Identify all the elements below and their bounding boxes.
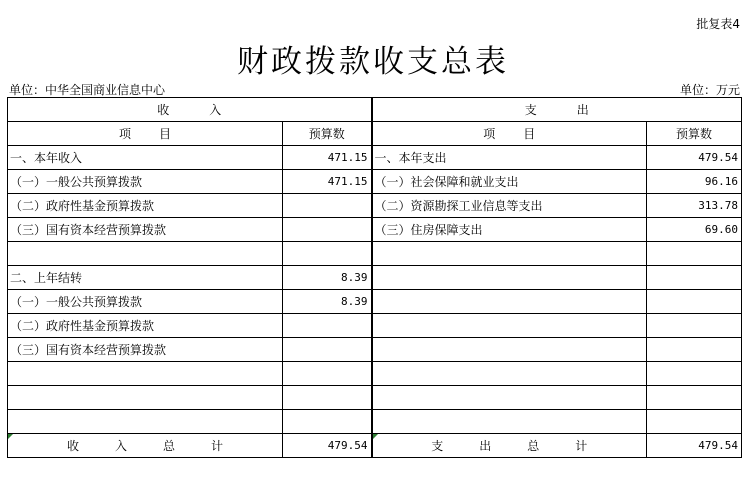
expense-value: 96.16 (647, 170, 742, 194)
income-budget-header: 预算数 (283, 122, 372, 146)
income-item: （一）一般公共预算拨款 (8, 170, 283, 194)
income-value (283, 410, 372, 434)
expense-value (647, 386, 742, 410)
table-row (8, 266, 742, 290)
expense-item (372, 266, 647, 290)
expense-section-header: 支出 (372, 98, 742, 122)
income-item: （二）政府性基金预算拨款 (8, 314, 283, 338)
expense-item (372, 242, 647, 266)
table-row (8, 218, 742, 242)
table-row (8, 146, 742, 170)
income-total-label: 收入总计 (8, 434, 283, 458)
batch-label: 批复表4 (696, 17, 740, 31)
expense-item (372, 290, 647, 314)
expense-value (647, 242, 742, 266)
table-row (8, 386, 742, 410)
table-row (8, 314, 742, 338)
expense-value: 69.60 (647, 218, 742, 242)
expense-value: 313.78 (647, 194, 742, 218)
expense-item: （二）资源勘探工业信息等支出 (372, 194, 647, 218)
income-item: （一）一般公共预算拨款 (8, 290, 283, 314)
table-row (8, 290, 742, 314)
expense-value (647, 362, 742, 386)
income-value: 471.15 (283, 146, 372, 170)
income-item (8, 410, 283, 434)
income-section-header: 收入 (8, 98, 372, 122)
income-item (8, 362, 283, 386)
income-total-value: 479.54 (283, 434, 372, 458)
expense-item (372, 362, 647, 386)
table-row (8, 362, 742, 386)
unit-currency: 单位：万元 (679, 83, 740, 97)
income-value (283, 338, 372, 362)
expense-item (372, 386, 647, 410)
expense-item: （一）社会保障和就业支出 (372, 170, 647, 194)
table-row (8, 170, 742, 194)
income-value (283, 314, 372, 338)
income-value (283, 194, 372, 218)
expense-total-value: 479.54 (647, 434, 742, 458)
income-item-header: 项目 (8, 122, 283, 146)
expense-value: 479.54 (647, 146, 742, 170)
income-value (283, 218, 372, 242)
expense-value (647, 266, 742, 290)
income-value (283, 362, 372, 386)
expense-total-label: 支出总计 (372, 434, 647, 458)
page-title: 财政拨款收支总表 (237, 44, 509, 80)
expense-value (647, 290, 742, 314)
expense-item: （三）住房保障支出 (372, 218, 647, 242)
table-row (8, 194, 742, 218)
income-value: 8.39 (283, 290, 372, 314)
unit-organization: 单位：中华全国商业信息中心 (9, 83, 166, 97)
income-item: 一、本年收入 (8, 146, 283, 170)
income-item (8, 386, 283, 410)
income-value (283, 386, 372, 410)
expense-value (647, 338, 742, 362)
expense-value (647, 410, 742, 434)
income-item (8, 242, 283, 266)
budget-table (7, 97, 742, 458)
table-row (8, 410, 742, 434)
expense-item (372, 314, 647, 338)
expense-item-header: 项目 (372, 122, 647, 146)
income-item: （二）政府性基金预算拨款 (8, 194, 283, 218)
expense-value (647, 314, 742, 338)
income-item: （三）国有资本经营预算拨款 (8, 218, 283, 242)
table-row (8, 338, 742, 362)
income-item: （三）国有资本经营预算拨款 (8, 338, 283, 362)
income-value (283, 242, 372, 266)
income-item: 二、上年结转 (8, 266, 283, 290)
income-value: 471.15 (283, 170, 372, 194)
expense-budget-header: 预算数 (647, 122, 742, 146)
expense-item: 一、本年支出 (372, 146, 647, 170)
expense-item (372, 410, 647, 434)
table-row (8, 242, 742, 266)
income-value: 8.39 (283, 266, 372, 290)
expense-item (372, 338, 647, 362)
